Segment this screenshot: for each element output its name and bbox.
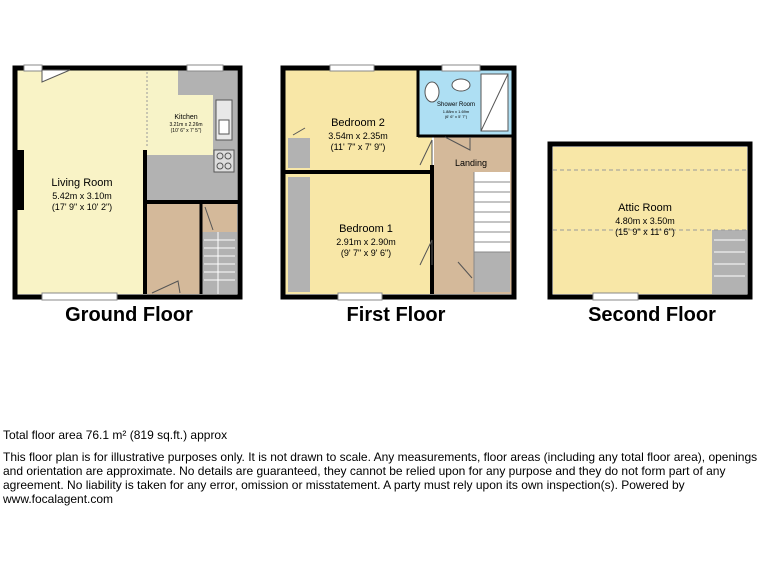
toilet-icon	[425, 82, 439, 102]
bedroom1-metric: 2.91m x 2.90m	[336, 237, 396, 247]
second-floor-plan	[550, 144, 750, 300]
living-room-metric: 5.42m x 3.10m	[52, 191, 112, 201]
ground-stairs-grey	[202, 232, 237, 294]
bedroom1-imperial: (9' 7" x 9' 6")	[340, 248, 392, 258]
first-stairs-grey	[474, 252, 510, 292]
attic-room-metric: 4.80m x 3.50m	[615, 216, 675, 226]
ground-floor-plan	[14, 65, 240, 300]
kitchen-imperial: (10' 6" x 7' 5")	[170, 128, 202, 134]
basin-icon	[452, 79, 470, 91]
shower-room-imperial: (6' 6" x 5' 7")	[444, 114, 468, 119]
kitchen-name: Kitchen	[174, 114, 198, 121]
bedroom2-metric: 3.54m x 2.35m	[328, 131, 388, 141]
hall-area	[147, 204, 200, 294]
sink-bowl	[219, 120, 229, 134]
ground-floor-title: Ground Floor	[65, 304, 193, 326]
attic-window	[593, 293, 638, 300]
landing-name: Landing	[454, 158, 488, 168]
wardrobe-b2	[288, 138, 310, 168]
attic-room-name: Attic Room	[618, 202, 672, 214]
wardrobe-b1	[288, 177, 310, 292]
first-window-b2	[330, 65, 374, 71]
first-window-b1	[338, 293, 382, 300]
living-room-name: Living Room	[51, 177, 113, 189]
second-floor-title: Second Floor	[588, 304, 716, 326]
shower-room-name: Shower Room	[436, 102, 476, 108]
attic-room-imperial: (15' 9" x 11' 6")	[615, 227, 675, 237]
living-room-imperial: (17' 9" x 10' 2")	[51, 202, 113, 212]
bedroom2-imperial: (11' 7" x 7' 9")	[330, 142, 386, 152]
bedroom2-name: Bedroom 2	[331, 117, 385, 129]
first-floor-title: First Floor	[346, 304, 446, 326]
first-floor-plan	[283, 65, 514, 300]
kitchen-metric: 3.21m x 2.26m	[169, 122, 203, 128]
total-floor-area: Total floor area 76.1 m² (819 sq.ft.) approx	[3, 428, 228, 442]
first-window-shower	[442, 65, 480, 71]
chimney-breast	[14, 150, 24, 210]
ground-window-top-left	[24, 65, 42, 71]
disclaimer-text: This floor plan is for illustrative purposes only. It is not drawn to scale. Any measurements, floor areas (including any total floor area), openings and orientation are approximate. No details are guaranteed, they cannot be relied upon for any purpose and they do not form part of any agreement. No liability is taken for any error, omission or misstatement. A party must rely upon its own inspection(s). Powered by www.focalagent.com	[3, 450, 758, 506]
shower-room-metric: 1.88m x 1.69m	[442, 109, 470, 114]
hob-icon	[214, 150, 234, 172]
bedroom1-name: Bedroom 1	[339, 223, 393, 235]
ground-window-bottom	[42, 293, 117, 300]
ground-window-kitchen	[187, 65, 223, 71]
